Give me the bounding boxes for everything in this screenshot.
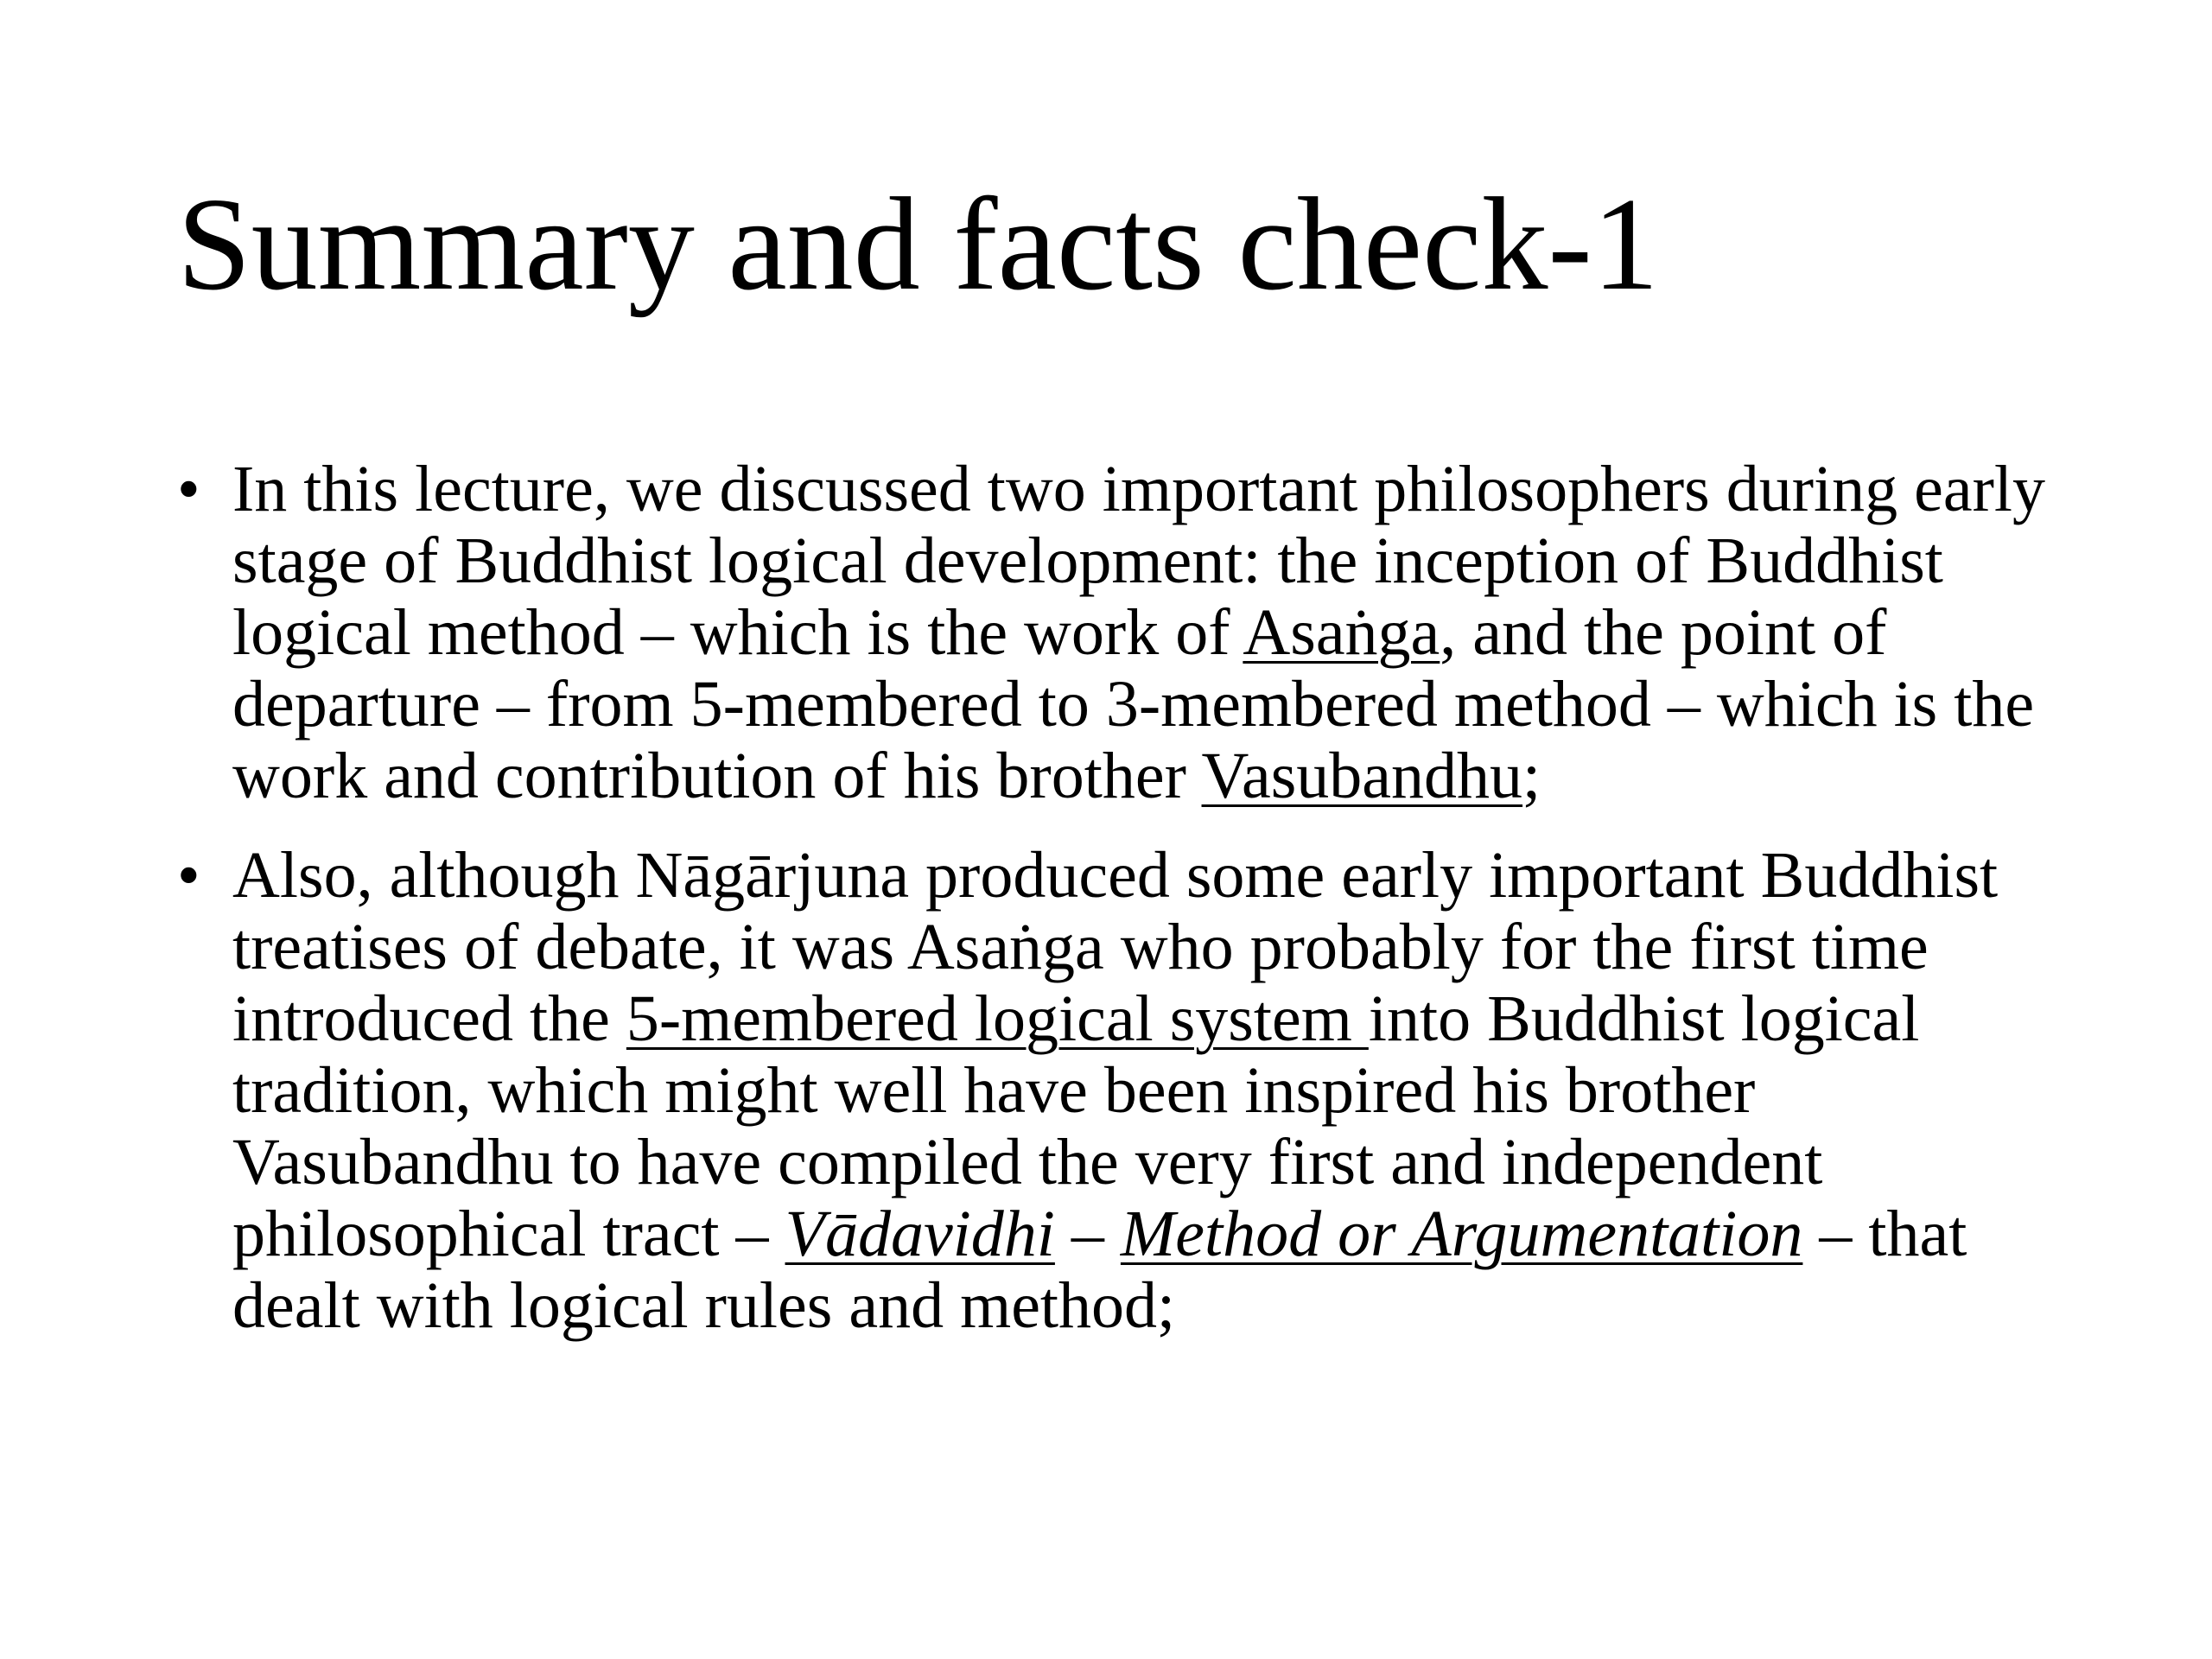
text-segment: –	[1054, 1198, 1121, 1270]
underlined-term-5-membered-system: 5-membered logical system	[626, 982, 1369, 1055]
text-segment: Also, although Nāgārjuna produced some early important Buddhist treatises of debate, it was Asaṅga who probably for the first time introduced the	[232, 839, 1999, 1055]
underlined-name-asanga: Asaṅga	[1243, 596, 1440, 669]
text-segment: , and the point of departure – from 5-membered to 3-membered method – which is the work and contribution of his brother	[232, 596, 2035, 812]
text-segment: into Buddhist logical tradition, which might well have been inspired his brother Vasubandhu to have compiled the very first and independent philosophical tract –	[232, 982, 1920, 1270]
bullet-item-2	[177, 840, 2078, 1342]
text-segment: – that dealt with logical rules and method;	[232, 1198, 1967, 1342]
slide-title: Summary and facts check-1	[177, 171, 1659, 318]
text-segment: ;	[1522, 740, 1541, 812]
text-segment: In this lecture, we discussed two important philosophers during early stage of Buddhist logical development: the inception of Buddhist logical method – which is the work of	[232, 453, 2046, 669]
bullet-list	[177, 454, 2078, 1370]
bullet-item-1	[177, 454, 2078, 812]
italic-title-method-or-argumentation: Method or Argumentation	[1120, 1198, 1803, 1270]
underlined-name-vasubandhu: Vasubandhu	[1201, 740, 1523, 812]
italic-title-vadavidhi: Vādavidhi	[785, 1198, 1055, 1270]
bullet-marker: •	[177, 453, 200, 525]
bullet-marker: •	[177, 839, 200, 912]
